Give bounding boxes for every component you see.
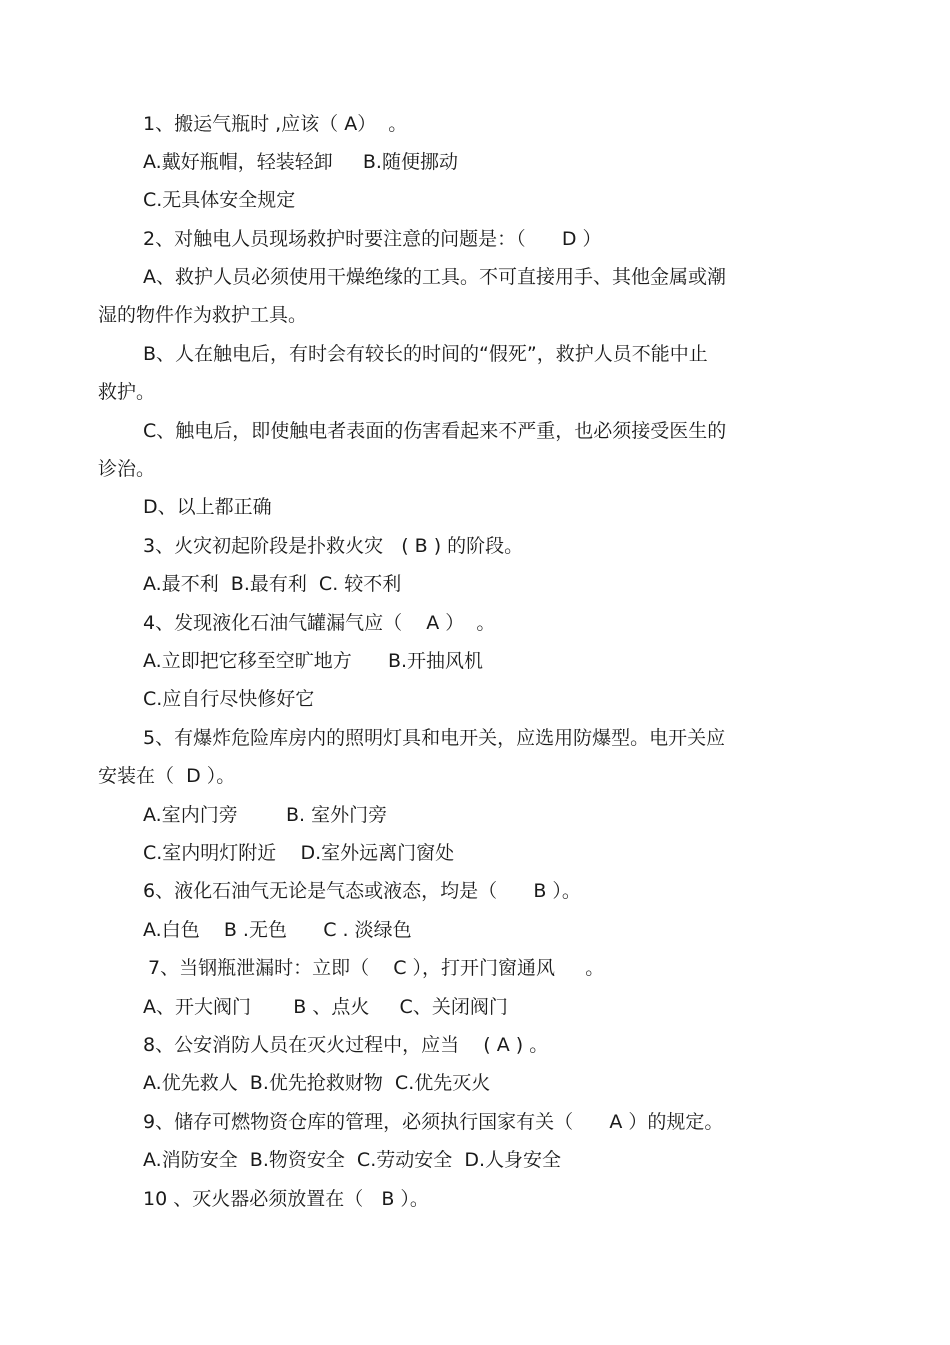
question-2-option-c: C、触电后，即使触电者表面的伤害看起来不严重，也必须接受医生的 (143, 420, 727, 442)
question-1-options: A.戴好瓶帽，轻装轻卸 B.随便挪动 (143, 151, 458, 173)
question-3: 3、火灾初起阶段是扑救火灾 ( B ) 的阶段。 (143, 535, 524, 557)
question-9-options: A.消防安全 B.物资安全 C.劳动安全 D.人身安全 (143, 1149, 561, 1171)
question-2-option-b: B、人在触电后，有时会有较长的时间的“假死”，救护人员不能中止 (143, 343, 708, 365)
question-2-option-d: D、以上都正确 (143, 496, 272, 518)
question-5-options: A.室内门旁 B. 室外门旁 (143, 804, 388, 826)
question-2-option-a-cont: 湿的物件作为救护工具。 (98, 304, 308, 326)
question-5-cont: 安装在（ D ）。 (98, 765, 236, 787)
question-2-option-c-cont: 诊治。 (98, 458, 156, 480)
question-8: 8、公安消防人员在灭火过程中，应当 ( A ) 。 (143, 1034, 549, 1056)
question-8-options: A.优先救人 B.优先抢救财物 C.优先灭火 (143, 1072, 491, 1094)
question-9: 9、储存可燃物资仓库的管理，必须执行国家有关（ A ）的规定。 (143, 1111, 724, 1133)
question-2: 2、对触电人员现场救护时要注意的问题是：（ D ） (143, 228, 602, 250)
question-7: 7、当钢瓶泄漏时：立即（ C ），打开门窗通风 。 (148, 957, 605, 979)
question-4-options-cont: C.应自行尽快修好它 (143, 688, 315, 710)
question-6: 6、液化石油气无论是气态或液态，均是（ B ）。 (143, 880, 581, 902)
question-4-options: A.立即把它移至空旷地方 B.开抽风机 (143, 650, 484, 672)
question-4: 4、发现液化石油气罐漏气应（ A ） 。 (143, 612, 496, 634)
question-6-options: A.白色 B .无色 C . 淡绿色 (143, 919, 412, 941)
question-10: 10 、灭火器必须放置在（ B ）。 (143, 1188, 429, 1210)
question-2-option-a: A、救护人员必须使用干燥绝缘的工具。不可直接用手、其他金属或潮 (143, 266, 726, 288)
question-7-options: A、开大阀门 B 、点火 C、关闭阀门 (143, 996, 508, 1018)
question-5-options-cont: C.室内明灯附近 D.室外远离门窗处 (143, 842, 455, 864)
question-5: 5、有爆炸危险库房内的照明灯具和电开关，应选用防爆型。电开关应 (143, 727, 726, 749)
question-1-options-cont: C.无具体安全规定 (143, 189, 296, 211)
question-2-option-b-cont: 救护。 (98, 381, 156, 403)
question-3-options: A.最不利 B.最有利 C. 较不利 (143, 573, 402, 595)
question-1: 1、搬运气瓶时 ,应该（ A） 。 (143, 113, 408, 135)
